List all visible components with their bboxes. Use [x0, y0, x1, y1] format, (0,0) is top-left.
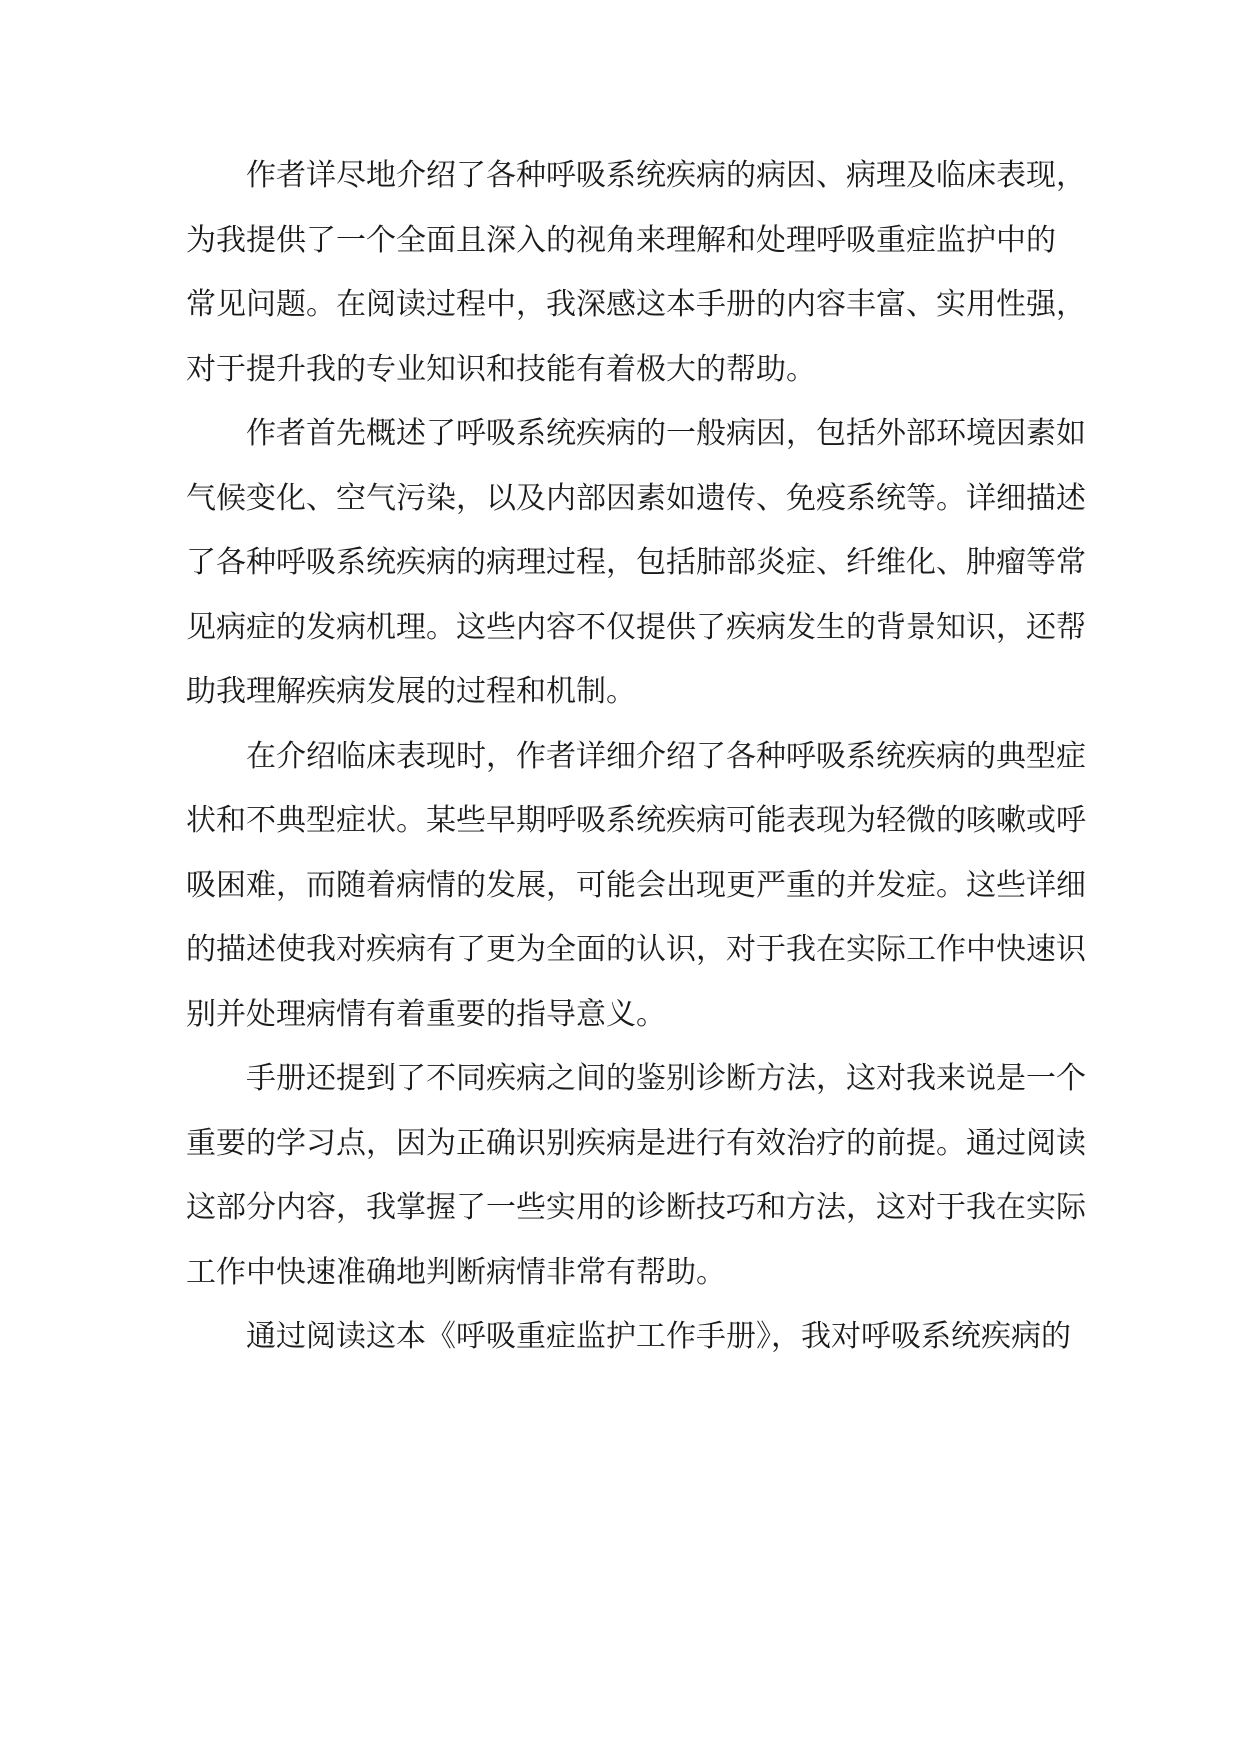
paragraph — [186, 725, 1086, 1048]
text-line: 状和不典型症状。某些早期呼吸系统疾病可能表现为轻微的咳嗽或呼 — [186, 803, 1086, 838]
text-line: 作者详尽地介绍了各种呼吸系统疾病的病因、病理及临床表现， — [246, 158, 1086, 193]
paragraph — [186, 1305, 1071, 1370]
text-line: 助我理解疾病发展的过程和机制。 — [186, 674, 636, 709]
text-line: 吸困难，而随着病情的发展，可能会出现更严重的并发症。这些详细 — [186, 867, 1086, 903]
text-line: 重要的学习点，因为正确识别疾病是进行有效治疗的前提。通过阅读 — [186, 1125, 1086, 1161]
text-line: 在介绍临床表现时，作者详细介绍了各种呼吸系统疾病的典型症 — [246, 738, 1086, 774]
text-line: 见病症的发病机理。这些内容不仅提供了疾病发生的背景知识，还帮 — [186, 609, 1086, 645]
text-line: 了各种呼吸系统疾病的病理过程，包括肺部炎症、纤维化、肿瘤等常 — [186, 545, 1086, 580]
text-line: 对于提升我的专业知识和技能有着极大的帮助。 — [186, 351, 816, 387]
text-line: 气候变化、空气污染，以及内部因素如遗传、免疫系统等。详细描述 — [186, 480, 1086, 516]
text-line: 的描述使我对疾病有了更为全面的认识，对于我在实际工作中快速识 — [186, 932, 1086, 967]
text-line: 工作中快速准确地判断病情非常有帮助。 — [186, 1254, 726, 1290]
text-line: 通过阅读这本《呼吸重症监护工作手册》，我对呼吸系统疾病的 — [246, 1319, 1071, 1354]
text-line: 这部分内容，我掌握了一些实用的诊断技巧和方法，这对于我在实际 — [186, 1190, 1086, 1225]
paragraph — [186, 1047, 1086, 1305]
paragraph — [186, 402, 1086, 725]
text-line: 为我提供了一个全面且深入的视角来理解和处理呼吸重症监护中的 — [186, 222, 1056, 258]
text-line: 常见问题。在阅读过程中，我深感这本手册的内容丰富、实用性强， — [186, 287, 1086, 322]
text-line: 别并处理病情有着重要的指导意义。 — [186, 996, 666, 1032]
paragraph — [186, 144, 1086, 402]
text-line: 作者首先概述了呼吸系统疾病的一般病因，包括外部环境因素如 — [246, 416, 1086, 451]
text-line: 手册还提到了不同疾病之间的鉴别诊断方法，这对我来说是一个 — [246, 1061, 1086, 1096]
document-body — [186, 144, 1086, 1370]
